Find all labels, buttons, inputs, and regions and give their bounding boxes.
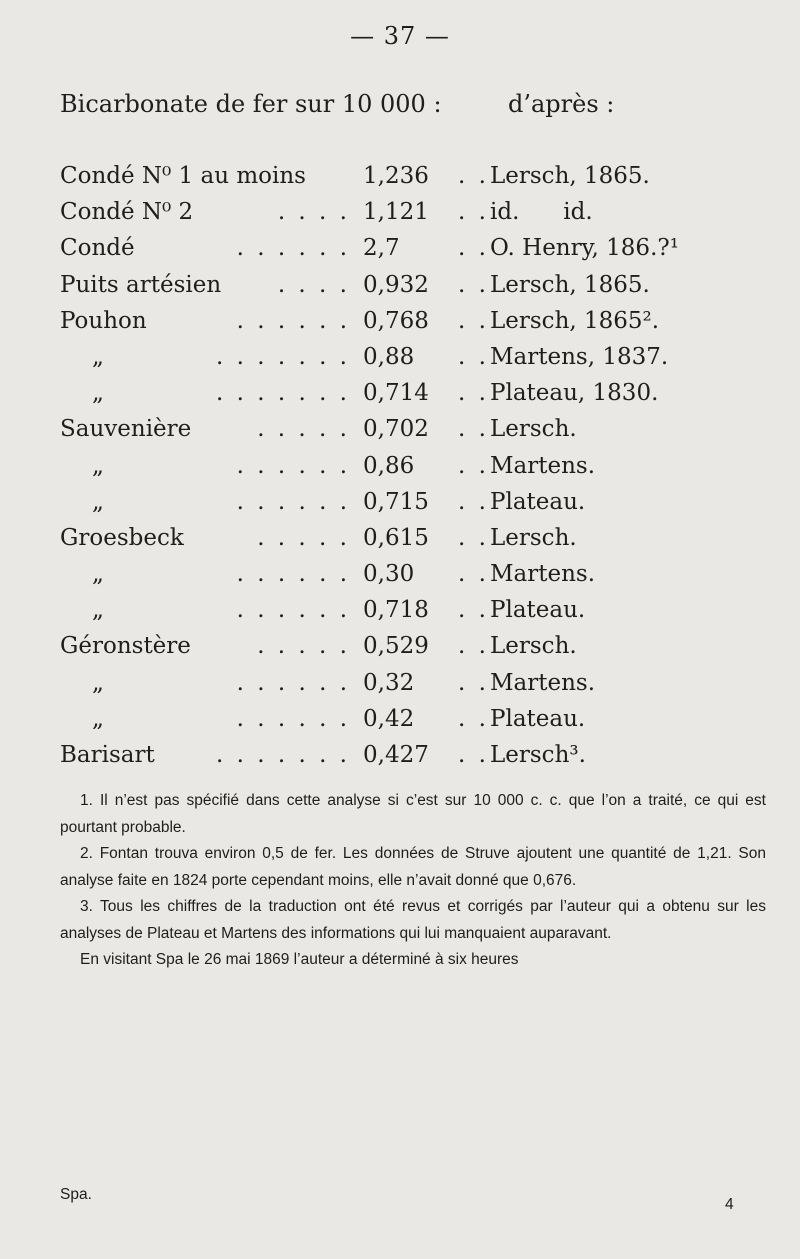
- footer-place: Spa.: [60, 1186, 92, 1203]
- footnote-1: 1. Il n’est pas spécifié dans cette analyse si c’est sur 10 000 c. c. que l’on a traité, ce qui est pourtant probable.: [60, 792, 766, 836]
- ditto-mark: „: [92, 669, 104, 696]
- iron-value: 0,768: [363, 307, 429, 334]
- iron-value: 0,615: [363, 524, 429, 551]
- spring-name: Condé N⁰ 1 au moins: [60, 163, 306, 189]
- iron-value: 1,236: [363, 163, 429, 189]
- dot-leader-2: . .: [458, 416, 489, 443]
- ditto-mark: „: [92, 705, 104, 732]
- reference: Plateau.: [490, 597, 586, 624]
- table-row: [60, 520, 780, 556]
- dot-leader: . . . .: [277, 271, 350, 298]
- table-row: [60, 737, 780, 773]
- spring-name: Condé N⁰ 2: [60, 199, 194, 226]
- table-row: [60, 303, 780, 339]
- reference: O. Henry, 186.?¹: [490, 235, 679, 262]
- dot-leader: . . . . . .: [236, 452, 350, 479]
- iron-value: 0,529: [363, 633, 429, 660]
- iron-value: 0,427: [363, 742, 429, 768]
- reference: Lersch, 1865.: [490, 163, 650, 189]
- dot-leader: . . . . .: [257, 524, 350, 551]
- spring-name: Géronstère: [60, 633, 191, 660]
- dot-leader-2: . .: [458, 669, 489, 696]
- page-number: — 37 —: [350, 22, 450, 50]
- reference: Martens.: [490, 452, 596, 479]
- dot-leader: . . . . .: [257, 633, 350, 660]
- dot-leader: . . . . . . .: [215, 343, 350, 370]
- table-row: [60, 592, 780, 628]
- dot-leader-2: . .: [458, 705, 489, 732]
- spring-name: Groesbeck: [60, 524, 184, 551]
- spring-name: Puits artésien: [60, 271, 222, 298]
- iron-value: 0,86: [363, 452, 415, 479]
- ditto-mark: „: [92, 561, 104, 588]
- dot-leader: . . . . . .: [236, 597, 350, 624]
- table-row: [60, 448, 780, 484]
- dot-leader-2: . .: [458, 597, 489, 624]
- dot-leader: . . . . . .: [236, 488, 350, 515]
- dot-leader: . . . .: [277, 199, 350, 226]
- footnotes: [60, 788, 766, 974]
- iron-value: 0,88: [363, 343, 415, 370]
- table-row: [60, 194, 780, 230]
- ditto-mark: „: [92, 343, 104, 370]
- spring-name: Sauvenière: [60, 416, 192, 443]
- reference: Lersch, 1865².: [490, 307, 660, 334]
- iron-value: 0,702: [363, 416, 429, 443]
- dot-leader-2: . .: [458, 488, 489, 515]
- dot-leader-2: . .: [458, 235, 489, 262]
- ditto-mark: „: [92, 488, 104, 515]
- table-row: [60, 375, 780, 411]
- iron-bicarbonate-table: [60, 158, 780, 773]
- table-row: [60, 628, 780, 664]
- table-row: [60, 339, 780, 375]
- iron-value: 0,714: [363, 380, 429, 407]
- table-row: [60, 158, 780, 194]
- footnote-2: 2. Fontan trouva environ 0,5 de fer. Les données de Struve ajoutent une quantité de 1,21. Son analyse faite en 1824 porte cependant moins, elle n’avait donné que 0,676.: [60, 845, 766, 889]
- dot-leader: . . . . . .: [236, 669, 350, 696]
- dot-leader-2: . .: [458, 742, 489, 768]
- iron-value: 0,715: [363, 488, 429, 515]
- table-row: [60, 665, 780, 701]
- reference: Lersch.: [490, 633, 577, 660]
- table-row: [60, 484, 780, 520]
- spring-name: Condé: [60, 235, 135, 262]
- reference: Lersch.: [490, 524, 577, 551]
- spring-name: Barisart: [60, 742, 155, 768]
- reference: Plateau, 1830.: [490, 380, 659, 407]
- dot-leader: . . . . . .: [236, 307, 350, 334]
- signature-mark: 4: [725, 1196, 734, 1213]
- dot-leader: . . . . .: [257, 416, 350, 443]
- table-row: [60, 556, 780, 592]
- dot-leader-2: . .: [458, 380, 489, 407]
- reference: Plateau.: [490, 488, 586, 515]
- iron-value: 0,718: [363, 597, 429, 624]
- dot-leader-2: . .: [458, 307, 489, 334]
- spring-name: Pouhon: [60, 307, 147, 334]
- table-title: Bicarbonate de fer sur 10 000 :: [60, 90, 442, 118]
- dot-leader-2: . .: [458, 524, 489, 551]
- dot-leader: . . . . . . .: [215, 380, 350, 407]
- iron-value: 2,7: [363, 235, 400, 262]
- iron-value: 0,30: [363, 561, 415, 588]
- reference: Lersch³.: [490, 742, 586, 768]
- table-row: [60, 701, 780, 737]
- dot-leader-2: . .: [458, 561, 489, 588]
- dot-leader: . . . . . .: [236, 235, 350, 262]
- reference: Lersch, 1865.: [490, 271, 650, 298]
- footnote-continuation: En visitant Spa le 26 mai 1869 l’auteur a déterminé à six heures: [80, 951, 519, 968]
- table-row: [60, 411, 780, 447]
- dot-leader: . . . . . . .: [215, 742, 350, 768]
- reference: Lersch.: [490, 416, 577, 443]
- iron-value: 0,42: [363, 705, 415, 732]
- reference: Martens.: [490, 561, 596, 588]
- dot-leader: . . . . . .: [236, 705, 350, 732]
- iron-value: 1,121: [363, 199, 429, 226]
- iron-value: 0,32: [363, 669, 415, 696]
- dot-leader: . . . . . .: [236, 561, 350, 588]
- ditto-mark: „: [92, 452, 104, 479]
- table-row: [60, 267, 780, 303]
- dot-leader-2: . .: [458, 199, 489, 226]
- table-row: [60, 230, 780, 266]
- dot-leader-2: . .: [458, 452, 489, 479]
- ditto-mark: „: [92, 380, 104, 407]
- reference: Martens, 1837.: [490, 343, 669, 370]
- reference: id. id.: [490, 199, 593, 226]
- reference: Martens.: [490, 669, 596, 696]
- source-column-label: d’après :: [508, 90, 615, 118]
- dot-leader-2: . .: [458, 163, 489, 189]
- dot-leader-2: . .: [458, 271, 489, 298]
- reference: Plateau.: [490, 705, 586, 732]
- dot-leader-2: . .: [458, 343, 489, 370]
- dot-leader-2: . .: [458, 633, 489, 660]
- footnote-3: 3. Tous les chiffres de la traduction ont été revus et corrigés par l’auteur qui a obtenu sur les analyses de Plateau et Martens des informations qui lui manquaient auparavant.: [60, 898, 766, 942]
- iron-value: 0,932: [363, 271, 429, 298]
- ditto-mark: „: [92, 597, 104, 624]
